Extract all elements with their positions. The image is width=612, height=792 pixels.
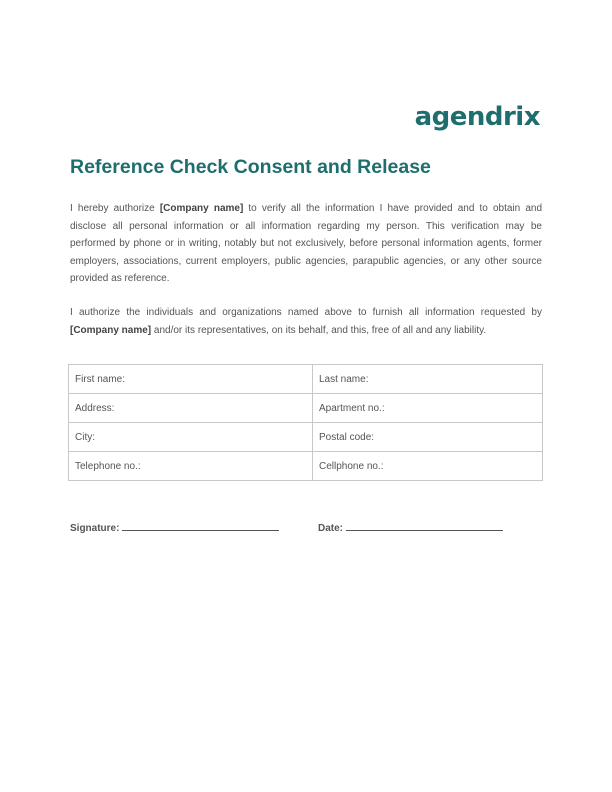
date-field[interactable] [346,521,503,531]
document-title: Reference Check Consent and Release [70,156,431,178]
signature-field[interactable] [122,521,279,531]
address-field[interactable]: Address: [69,394,313,423]
authorization-paragraph [70,200,542,288]
paragraph-text: I authorize the individuals and organizations named above to furnish all information requested by [70,307,542,318]
table-row [69,452,543,481]
apartment-field[interactable]: Apartment no.: [313,394,543,423]
postal-code-field[interactable]: Postal code: [313,423,543,452]
table-row [69,394,543,423]
company-name-placeholder: [Company name] [159,203,244,214]
signature-label: Signature: [70,523,120,534]
personal-info-table [68,364,543,481]
table-row [69,365,543,394]
telephone-field[interactable]: Telephone no.: [69,452,313,481]
city-field[interactable]: City: [69,423,313,452]
cellphone-field[interactable]: Cellphone no.: [313,452,543,481]
agendrix-logo: agendrix [414,102,540,132]
date-label: Date: [318,523,344,534]
paragraph-text: to verify all the information I have provided and to obtain and disclose all personal information or all information regarding my person. This verification may be performed by phone or in writing, notably but not exclusively, before personal information agents, former employers, associations, current employers, public agencies, parapublic agencies, or any other source provided as reference. [70,203,543,285]
paragraph-text: I hereby authorize [70,203,160,214]
table-row [69,423,543,452]
furnish-paragraph [70,304,542,339]
signature-line [70,521,279,534]
paragraph-text: and/or its representatives, on its behalf, and this, free of all and any liability. [151,324,487,336]
last-name-field[interactable]: Last name: [313,365,543,394]
first-name-field[interactable]: First name: [69,365,313,394]
company-name-placeholder: [Company name] [70,324,152,336]
date-line [318,521,503,534]
